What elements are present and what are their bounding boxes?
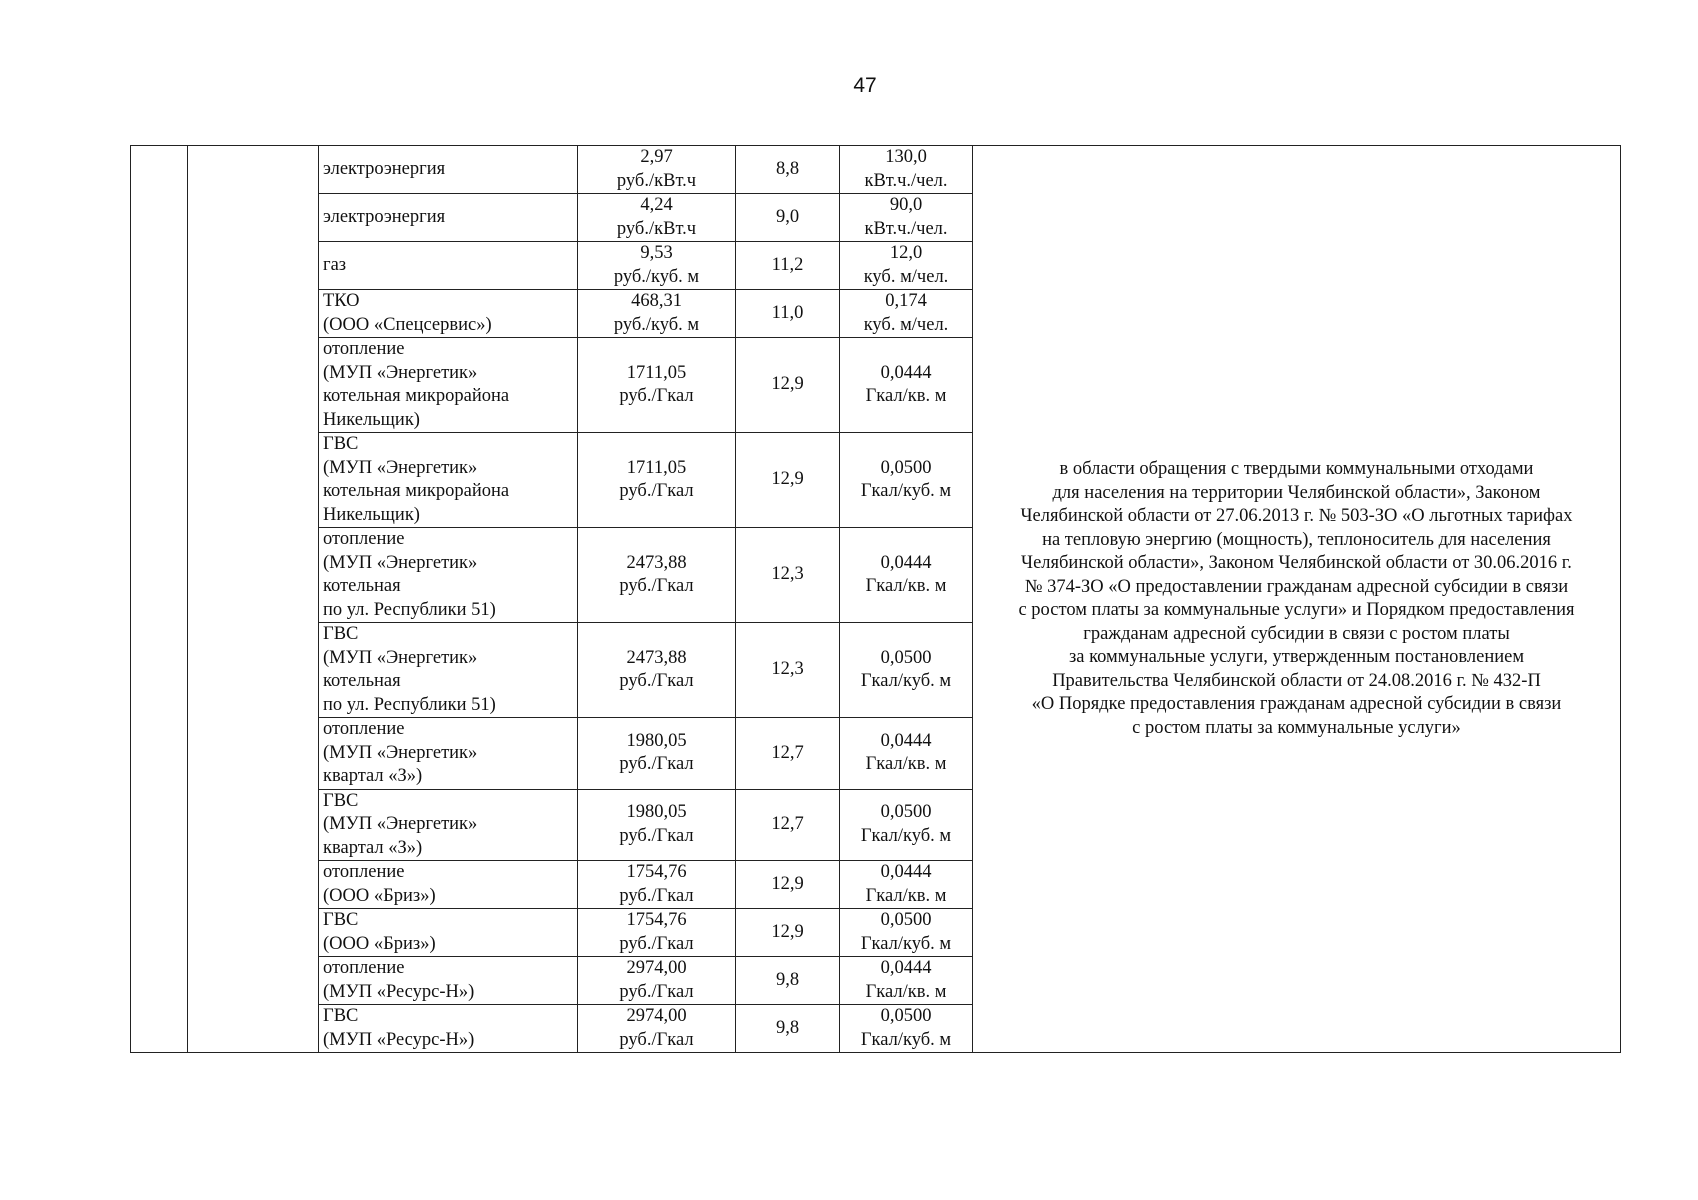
percent-cell: 12,9 (736, 338, 840, 433)
service-cell: отопление (ООО «Бриз») (319, 861, 578, 909)
percent-cell: 12,7 (736, 789, 840, 861)
service-cell: электроэнергия (319, 194, 578, 242)
tariff-table (130, 145, 1621, 1053)
tariff-cell: 2974,00 руб./Гкал (578, 957, 736, 1005)
percent-cell: 9,8 (736, 957, 840, 1005)
percent-cell: 12,9 (736, 861, 840, 909)
percent-cell: 12,3 (736, 623, 840, 718)
service-cell: отопление (МУП «Энергетик» квартал «З») (319, 718, 578, 790)
tariff-cell: 4,24 руб./кВт.ч (578, 194, 736, 242)
service-cell: отопление (МУП «Энергетик» котельная по ул. Республики 51) (319, 528, 578, 623)
percent-cell: 12,9 (736, 909, 840, 957)
tariff-cell: 1980,05 руб./Гкал (578, 789, 736, 861)
percent-cell: 12,9 (736, 433, 840, 528)
tariff-cell: 1711,05 руб./Гкал (578, 433, 736, 528)
tariff-cell: 2473,88 руб./Гкал (578, 528, 736, 623)
municipality-cell (188, 146, 319, 1053)
percent-cell: 11,0 (736, 290, 840, 338)
norm-cell: 0,0444 Гкал/кв. м (840, 957, 973, 1005)
norm-cell: 0,0500 Гкал/куб. м (840, 909, 973, 957)
norm-cell: 12,0 куб. м/чел. (840, 242, 973, 290)
service-cell: газ (319, 242, 578, 290)
percent-cell: 12,3 (736, 528, 840, 623)
percent-cell: 9,8 (736, 1005, 840, 1053)
number-cell (131, 146, 188, 1053)
norm-cell: 130,0 кВт.ч./чел. (840, 146, 973, 194)
tariff-cell: 2974,00 руб./Гкал (578, 1005, 736, 1053)
norm-cell: 0,0500 Гкал/куб. м (840, 789, 973, 861)
percent-cell: 12,7 (736, 718, 840, 790)
page-number: 47 (853, 74, 877, 97)
service-cell: ТКО (ООО «Спецсервис») (319, 290, 578, 338)
service-cell: ГВС (МУП «Энергетик» квартал «З») (319, 789, 578, 861)
norm-cell: 0,0444 Гкал/кв. м (840, 861, 973, 909)
norm-cell: 0,174 куб. м/чел. (840, 290, 973, 338)
percent-cell: 11,2 (736, 242, 840, 290)
legal-basis-cell: в области обращения с твердыми коммунальными отходами для населения на территории Челябинской области», Законом Челябинской области от 27.06.2013 г. № 503-ЗО «О льготных тарифах на тепловую энергию (мощность), теплоноситель для населения Челябинской области», Законом Челябинской области от 30.06.2016 г. № 374-ЗО «О предоставлении гражданам адресной субсидии в связи с ростом платы за коммунальные услуги» и Порядком предоставления гражданам адресной субсидии в связи с ростом платы за коммунальные услуги, утвержденным постановлением Правительства Челябинской области от 24.08.2016 г. № 432-П «О Порядке предоставления гражданам адресной субсидии в связи с ростом платы за коммунальные услуги» (973, 146, 1621, 1053)
norm-cell: 90,0 кВт.ч./чел. (840, 194, 973, 242)
service-cell: ГВС (МУП «Энергетик» котельная по ул. Республики 51) (319, 623, 578, 718)
service-cell: отопление (МУП «Ресурс-Н») (319, 957, 578, 1005)
tariff-cell: 1980,05 руб./Гкал (578, 718, 736, 790)
percent-cell: 8,8 (736, 146, 840, 194)
tariff-cell: 2473,88 руб./Гкал (578, 623, 736, 718)
service-cell: ГВС (МУП «Энергетик» котельная микрорайона Никельщик) (319, 433, 578, 528)
tariff-cell: 1754,76 руб./Гкал (578, 861, 736, 909)
table-row (131, 146, 1621, 194)
norm-cell: 0,0500 Гкал/куб. м (840, 1005, 973, 1053)
norm-cell: 0,0444 Гкал/кв. м (840, 718, 973, 790)
norm-cell: 0,0500 Гкал/куб. м (840, 433, 973, 528)
service-cell: электроэнергия (319, 146, 578, 194)
percent-cell: 9,0 (736, 194, 840, 242)
service-cell: ГВС (ООО «Бриз») (319, 909, 578, 957)
service-cell: ГВС (МУП «Ресурс-Н») (319, 1005, 578, 1053)
service-cell: отопление (МУП «Энергетик» котельная микрорайона Никельщик) (319, 338, 578, 433)
tariff-table-body (131, 146, 1621, 1053)
norm-cell: 0,0444 Гкал/кв. м (840, 528, 973, 623)
norm-cell: 0,0444 Гкал/кв. м (840, 338, 973, 433)
tariff-cell: 1754,76 руб./Гкал (578, 909, 736, 957)
tariff-cell: 9,53 руб./куб. м (578, 242, 736, 290)
tariff-cell: 2,97 руб./кВт.ч (578, 146, 736, 194)
tariff-cell: 1711,05 руб./Гкал (578, 338, 736, 433)
norm-cell: 0,0500 Гкал/куб. м (840, 623, 973, 718)
tariff-cell: 468,31 руб./куб. м (578, 290, 736, 338)
